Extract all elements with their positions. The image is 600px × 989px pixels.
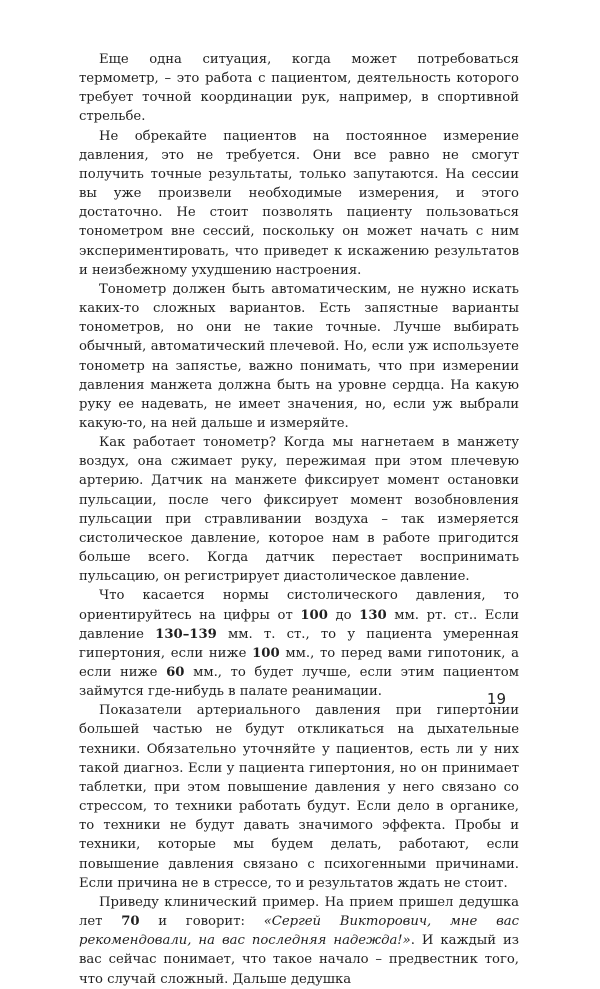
text-segment: Приведу клинический пример. На прием пришел дедушка лет xyxy=(79,894,519,930)
paragraph xyxy=(79,127,519,280)
text-segment: мм. рт. ст.. Если давление xyxy=(79,607,519,642)
number-value: 60 xyxy=(166,665,185,680)
text-segment: до xyxy=(327,607,360,623)
text-segment: мм., то будет лучше, если этим пациентом займутся где-нибудь в палате реанимации. xyxy=(79,665,519,700)
text-segment: . И каждый из вас сейчас понимает, что такое начало – предвестник того, что случай сложный. Дальше дедушка xyxy=(79,933,519,987)
paragraph xyxy=(79,433,519,586)
text-segment: Еще одна ситуация, когда может потребоваться термометр, – это работа с пациентом, деятельность которого требует точной координации рук, например, в спортивной стрельбе. xyxy=(79,52,519,125)
paragraph xyxy=(79,586,519,701)
number-value: 100 xyxy=(252,645,280,661)
text-segment: Что касается нормы систолического давления, то ориентируйтесь на цифры от xyxy=(79,588,519,623)
number-value: 100 xyxy=(300,607,328,623)
quote-text: «Сергей Викторович, мне вас рекомендовали, на вас последняя надежда!» xyxy=(79,914,519,949)
text-segment: Показатели артериального давления при гипертонии большей частью не будут откликаться на дыхательные техники. Обязательно уточняйте у пациентов, есть ли у них такой диагноз. Если у пациента гипертония, но он принимает таблетки, при этом повышение давления у него связано со стрессом, то техники работать будут. Если дело в органике, то техники не будут давать значимого эффекта. Пробы и техники, которые мы будем делать, работают, если повышение давления связано с психогенными причинами. Если причина не в стрессе, то и результатов ждать не стоит. xyxy=(79,703,519,891)
text-segment: мм., то перед вами гипотоник, а если ниже xyxy=(79,645,519,680)
text-segment: и говорит: xyxy=(139,914,264,930)
paragraph xyxy=(79,280,519,433)
page-number: 19 xyxy=(486,690,506,708)
paragraph xyxy=(79,893,519,989)
paragraph xyxy=(79,50,519,127)
book-page xyxy=(79,50,519,989)
number-value: 70 xyxy=(121,914,140,930)
text-segment: Как работает тонометр? Когда мы нагнетаем в манжету воздух, она сжимает руку, пережимая при этом плечевую артерию. Датчик на манжете фиксирует момент остановки пульсации, после чего фиксирует момент возобновления пульсации при стравливании воздуха – так измеряется систолическое давление, которое нам в работе пригодится больше всего. Когда датчик перестает воспринимать пульсацию, он регистрирует диастолическое давление. xyxy=(79,435,519,585)
paragraph xyxy=(79,701,519,893)
text-segment: мм. т. ст., то у пациента умеренная гипертония, если ниже xyxy=(79,626,519,661)
number-value: 130–139 xyxy=(155,626,217,642)
text-segment: Тонометр должен быть автоматическим, не нужно искать каких-то сложных вариантов. Есть запястные варианты тонометров, но они не такие точные. Лучше выбирать обычный, автоматический плечевой. Но, если уж используете тонометр на запястье, важно понимать, что при измерении давления манжета должна быть на уровне сердца. На какую руку ее надевать, не имеет значения, но, если уж выбрали какую-то, на ней дальше и измеряйте. xyxy=(79,281,519,431)
number-value: 130 xyxy=(359,607,387,623)
text-segment: Не обрекайте пациентов на постоянное измерение давления, это не требуется. Они все равно не смогут получить точные результаты, только запутаются. На сессии вы уже произвели необходимые измерения, и этого достаточно. Не стоит позволять пациенту пользоваться тонометром вне сессий, поскольку он может начать с ним экспериментировать, что приведет к искажению результатов и неизбежному ухудшению настроения. xyxy=(79,128,519,278)
